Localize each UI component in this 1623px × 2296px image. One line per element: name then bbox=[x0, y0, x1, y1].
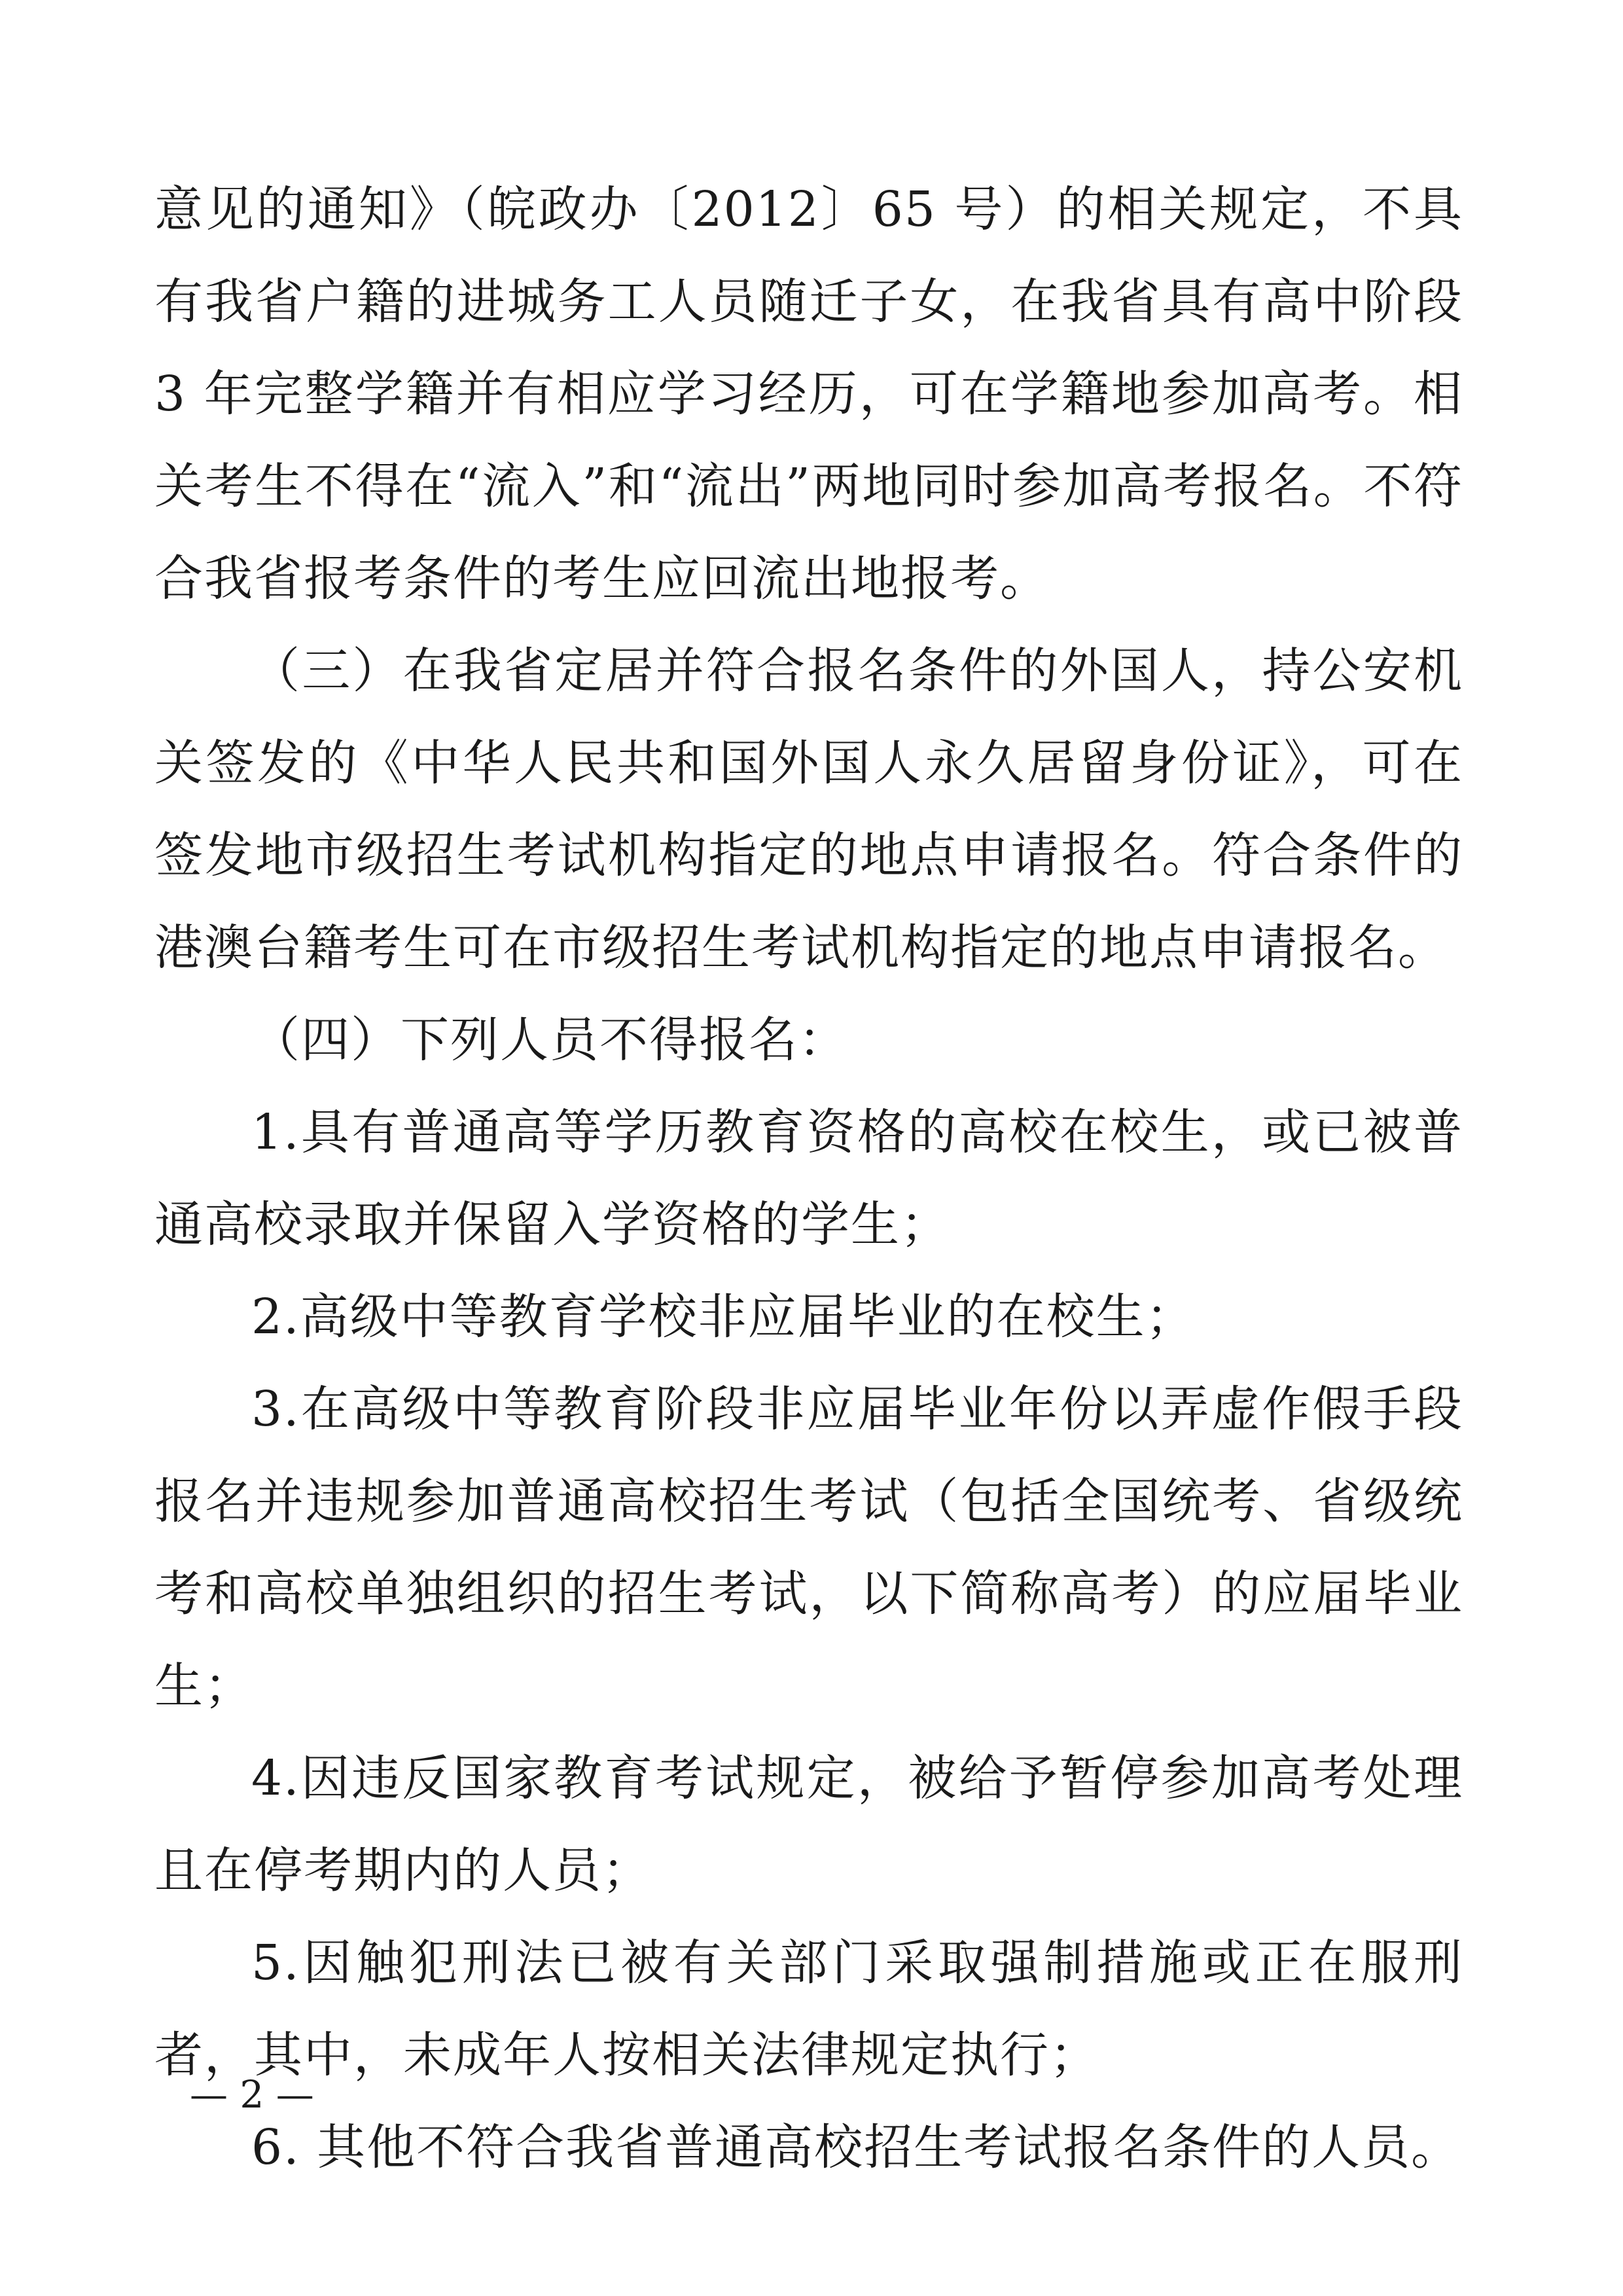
list-item-2: 2.高级中等教育学校非应届毕业的在校生； bbox=[251, 1289, 1196, 1345]
document-body bbox=[154, 164, 1463, 2194]
list-item-4: 4.因违反国家教育考试规定，被给予暂停参加高考处理且在停考期内的人员； bbox=[154, 1750, 1463, 1899]
paragraph-section-4-heading: （四）下列人员不得报名： bbox=[251, 1012, 848, 1068]
paragraph-continuation: 意见的通知》（皖政办〔2012〕65 号）的相关规定，不具有我省户籍的进城务工人员随迁子女，在我省具有高中阶段 3 年完整学籍并有相应学习经历，可在学籍地参加高考。相关考生不得在“流入”和“流出”两地同时参加高考报名。不符合我省报考条件的考生应回流出地报考。 bbox=[154, 181, 1463, 607]
list-item-5: 5.因触犯刑法已被有关部门采取强制措施或正在服刑者，其中，未成年人按相关法律规定执行； bbox=[154, 1935, 1463, 2083]
paragraph-section-3: （三）在我省定居并符合报名条件的外国人，持公安机关签发的《中华人民共和国外国人永久居留身份证》，可在签发地市级招生考试机构指定的地点申请报名。符合条件的港澳台籍考生可在市级招生考试机构指定的地点申请报名。 bbox=[154, 643, 1463, 976]
list-item-1: 1.具有普通高等学历教育资格的高校在校生，或已被普通高校录取并保留入学资格的学生； bbox=[154, 1104, 1463, 1253]
list-item-6: 6. 其他不符合我省普通高校招生考试报名条件的人员。 bbox=[251, 2119, 1461, 2176]
page-number: — 2 — bbox=[190, 2072, 314, 2117]
list-item-3: 3.在高级中等教育阶段非应届毕业年份以弄虚作假手段报名并违规参加普通高校招生考试（包括全国统考、省级统考和高校单独组织的招生考试，以下简称高考）的应届毕业生； bbox=[154, 1381, 1463, 1714]
